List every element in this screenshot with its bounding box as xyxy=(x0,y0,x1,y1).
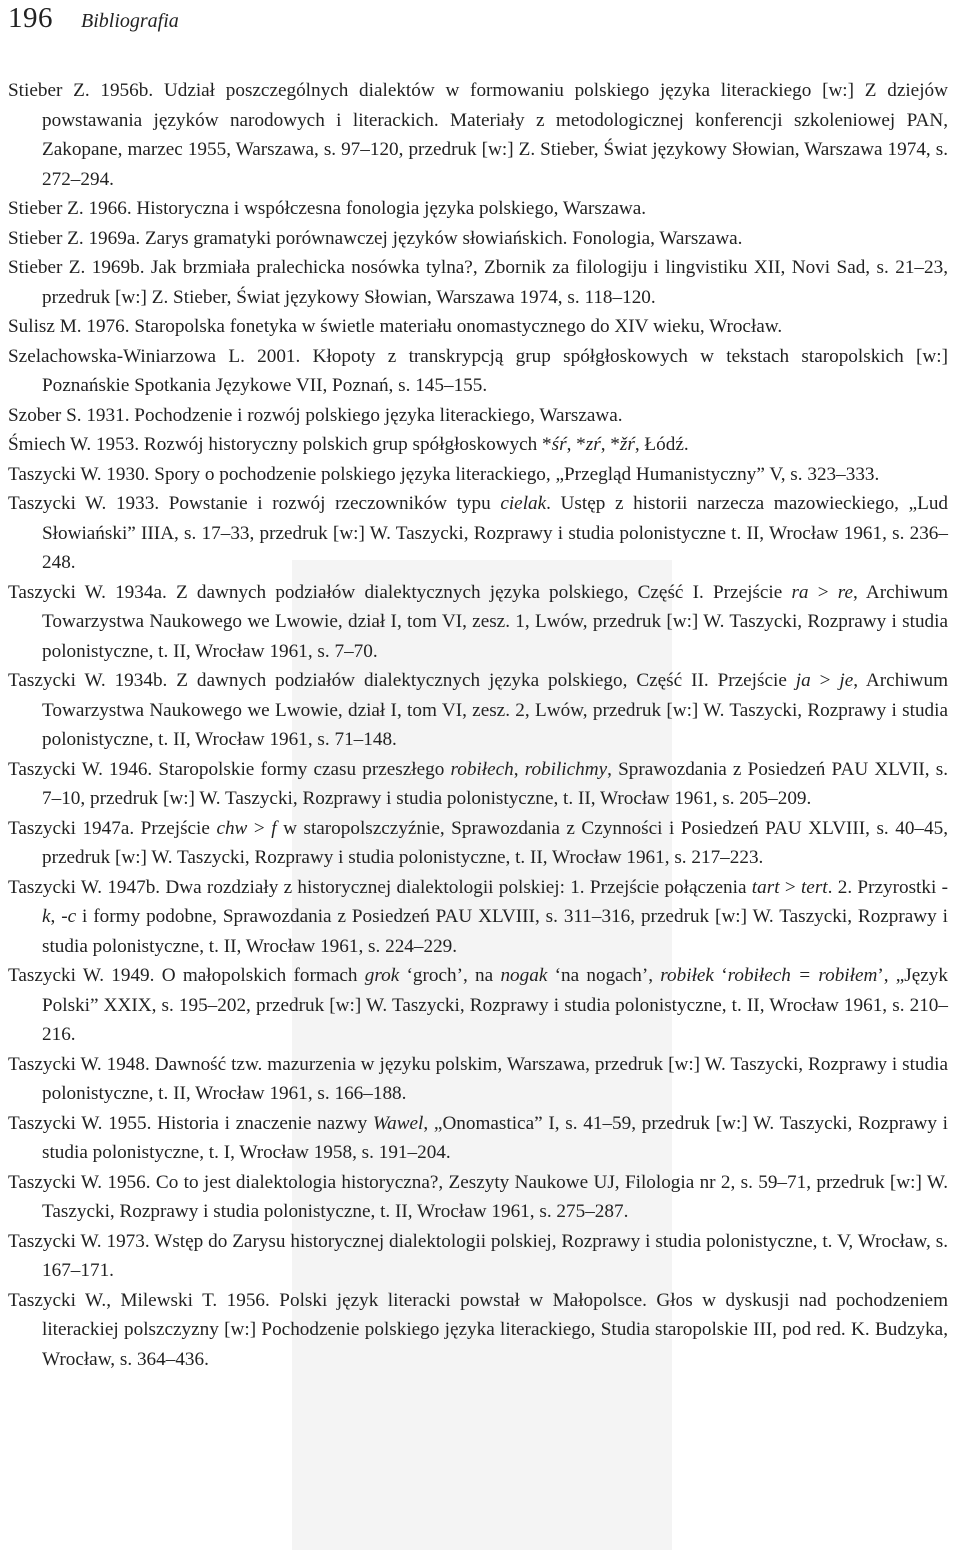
entry-text: Taszycki W. 1955. Historia i znaczenie nazwy xyxy=(8,1112,373,1134)
entry-italic-text: je xyxy=(839,670,854,691)
entry-italic-text: tart xyxy=(751,876,780,898)
entry-text: Stieber Z. 1966. Historyczna i współczesna fonologia języka polskiego, Warszawa. xyxy=(8,198,647,219)
entry-text: , Archiwum Towarzystwa Naukowego we Lwowie, dział I, tom VI, zesz. 1, Lwów, przedruk [w:] W. Taszycki, Rozprawy i studia polonistyczne, t. II, Wrocław 1961, s. 7–70. xyxy=(42,581,948,662)
entry-italic-text: ja xyxy=(795,670,811,691)
entry-text: . Ustęp z historii narzecza mazowieckiego, „Lud Słowiański” IIIA, s. 17–33, przedruk [w:] W. Taszycki, Rozprawy i studia polonistyczne t. II, Wrocław 1961, s. 236–248. xyxy=(42,493,949,573)
bibliography-entry xyxy=(8,460,948,490)
entry-text: Śmiech W. 1953. Rozwój historyczny polskich grup spółgłoskowych * xyxy=(8,434,552,455)
entry-italic-text: zŕ xyxy=(585,434,601,455)
entry-italic-text: f xyxy=(271,817,277,839)
entry-text: , xyxy=(513,758,525,780)
entry-text: Taszycki W. 1933. Powstanie i rozwój rzeczowników typu xyxy=(8,493,501,514)
entry-text: Stieber Z. 1969a. Zarys gramatyki porównawczej języków słowiańskich. Fonologia, Warszawa. xyxy=(8,227,743,249)
bibliography-entry xyxy=(8,578,948,667)
entry-text: . 2. Przyrostki xyxy=(827,876,942,898)
bibliography-entry xyxy=(8,1286,948,1375)
entry-text: Taszycki W. 1934b. Z dawnych podziałów dialektycznych języka polskiego, Część II. Przejście xyxy=(8,670,796,691)
bibliography-entry xyxy=(8,312,948,342)
entry-italic-text: śŕ xyxy=(551,434,567,455)
bibliography-entry xyxy=(8,961,948,1050)
entry-text: Sulisz M. 1976. Staropolska fonetyka w świetle materiału onomastycznego do XIV wieku, Wrocław. xyxy=(8,316,783,337)
page-number: 196 xyxy=(8,2,53,34)
entry-text: ‘ xyxy=(713,965,728,986)
entry-italic-text: -c xyxy=(61,906,77,927)
bibliography-list xyxy=(8,76,948,1374)
entry-text: w staropolszczyźnie, Sprawozdania z Czynności i Posiedzeń PAU XLVIII, s. 40–45, przedruk [w:] W. Taszycki, Rozprawy i studia polonistyczne, t. II, Wrocław 1961, s. 217–223. xyxy=(42,817,948,868)
entry-italic-text: ra xyxy=(791,581,809,603)
bibliography-entry xyxy=(8,76,948,194)
entry-text: Taszycki W. 1948. Dawność tzw. mazurzenia w języku polskim, Warszawa, przedruk [w:] W. Taszycki, Rozprawy i studia polonistyczne, t. II, Wrocław 1961, s. 166–188. xyxy=(8,1053,948,1104)
bibliography-entry xyxy=(8,1168,948,1227)
entry-text: ‘groch’, na xyxy=(399,965,501,986)
entry-text: Szober S. 1931. Pochodzenie i rozwój polskiego języka literackiego, Warszawa. xyxy=(8,404,623,426)
bibliography-entry xyxy=(8,401,948,431)
bibliography-entry xyxy=(8,224,948,254)
bibliography-entry xyxy=(8,1227,948,1286)
entry-text: Szelachowska-Winiarzowa L. 2001. Kłopoty z transkrypcją grup spółgłoskowych w tekstach staropolskich [w:] Poznańskie Spotkania Językowe VII, Poznań, s. 145–155. xyxy=(8,345,948,396)
entry-text: > xyxy=(810,670,840,691)
entry-text: Taszycki 1947a. Przejście xyxy=(8,817,217,839)
bibliography-entry xyxy=(8,1109,948,1168)
entry-text: Taszycki W. 1973. Wstęp do Zarysu historycznej dialektologii polskiej, Rozprawy i studia polonistyczne, t. V, Wrocław, s. 167–171. xyxy=(8,1230,948,1281)
running-title: Bibliografia xyxy=(81,10,179,32)
entry-text: Taszycki W. 1934a. Z dawnych podziałów dialektycznych języka polskiego, Część I. Przejście xyxy=(8,581,792,603)
entry-text: , * xyxy=(566,434,586,455)
entry-italic-text: robiłech = robiłem xyxy=(727,965,878,986)
entry-italic-text: grok xyxy=(364,965,400,986)
entry-italic-text: robiłech xyxy=(450,758,514,780)
entry-italic-text: chw xyxy=(216,817,248,839)
entry-italic-text: cielak xyxy=(500,493,547,514)
bibliography-entry xyxy=(8,253,948,312)
entry-italic-text: tert xyxy=(800,876,828,898)
entry-italic-text: re xyxy=(837,581,853,603)
entry-text: , * xyxy=(600,434,620,455)
entry-text: , Sprawozdania z Posiedzeń PAU XLVII, s. 7–10, przedruk [w:] W. Taszycki, Rozprawy i studia polonistyczne, t. II, Wrocław 1961, s. 205–209. xyxy=(42,758,949,809)
entry-text: Taszycki W. 1947b. Dwa rozdziały z historycznej dialektologii polskiej: 1. Przejście połączenia xyxy=(8,876,752,898)
entry-text: ‘na nogach’, xyxy=(547,965,661,986)
entry-italic-text: nogak xyxy=(500,965,548,986)
bibliography-entry xyxy=(8,489,948,578)
entry-text: Taszycki W., Milewski T. 1956. Polski język literacki powstał w Małopolsce. Głos w dyskusji nad pochodzeniem literackiej polszczyzny [w:] Pochodzenie polskiego języka literackiego, Studia staropolskie III, pod red. K. Budzyka, Wrocław, s. 364–436. xyxy=(8,1289,948,1370)
entry-text: Stieber Z. 1969b. Jak brzmiała pralechicka nosówka tylna?, Zbornik za filologiju i lingvistiku XII, Novi Sad, s. 21–23, przedruk [w:] Z. Stieber, Świat językowy Słowian, Warszawa 1974, s. 118–120. xyxy=(8,257,948,308)
entry-italic-text: žŕ xyxy=(619,434,635,455)
entry-text: > xyxy=(808,581,838,603)
entry-text: Taszycki W. 1949. O małopolskich formach xyxy=(8,965,365,986)
entry-italic-text: robiłek xyxy=(660,965,714,986)
entry-text: Taszycki W. 1956. Co to jest dialektologia historyczna?, Zeszyty Naukowe UJ, Filologia nr 2, s. 59–71, przedruk [w:] W. Taszycki, Rozprawy i studia polonistyczne, t. II, Wrocław 1961, s. 275–287. xyxy=(8,1171,948,1222)
bibliography-entry xyxy=(8,1050,948,1109)
entry-italic-text: -k xyxy=(42,876,948,927)
entry-text: > xyxy=(779,876,801,898)
entry-italic-text: Wawel xyxy=(372,1112,424,1134)
entry-text: ’, „Język Polski” XXIX, s. 195–202, przedruk [w:] W. Taszycki, Rozprawy i studia polonistyczne, t. II, Wrocław 1961, s. 210–216. xyxy=(42,965,948,1045)
bibliography-entry xyxy=(8,666,948,755)
entry-text: , xyxy=(50,906,62,927)
entry-text: i formy podobne, Sprawozdania z Posiedzeń PAU XLVIII, s. 311–316, przedruk [w:] W. Taszycki, Rozprawy i studia polonistyczne, t. II, Wrocław 1961, s. 224–229. xyxy=(42,906,948,957)
entry-text: Taszycki W. 1930. Spory o pochodzenie polskiego języka literackiego, „Przegląd Humanistyczny” V, s. 323–333. xyxy=(8,463,880,485)
entry-italic-text: robilichmy xyxy=(524,758,608,780)
bibliography-entry xyxy=(8,430,948,460)
entry-text: Stieber Z. 1956b. Udział poszczególnych dialektów w formowaniu polskiego języka literackiego [w:] Z dziejów powstawania języków narodowych i literackich. Materiały z metodologicznej konferencji szkoleniowej PAN, Zakopane, marzec 1955, Warszawa, s. 97–120, przedruk [w:] Z. Stieber, Świat językowy Słowian, Warszawa 1974, s. 272–294. xyxy=(8,80,948,190)
entry-text: , Archiwum Towarzystwa Naukowego we Lwowie, dział I, tom VI, zesz. 2, Lwów, przedruk [w:] W. Taszycki, Rozprawy i studia polonistyczne, t. II, Wrocław 1961, s. 71–148. xyxy=(42,670,948,750)
page-header xyxy=(8,0,948,42)
entry-text: > xyxy=(247,817,272,839)
bibliography-entry xyxy=(8,814,948,873)
entry-text: , Łódź. xyxy=(634,434,689,455)
bibliography-entry xyxy=(8,755,948,814)
bibliography-entry xyxy=(8,342,948,401)
bibliography-entry xyxy=(8,194,948,224)
entry-text: Taszycki W. 1946. Staropolskie formy czasu przeszłego xyxy=(8,758,451,780)
entry-text: , „Onomastica” I, s. 41–59, przedruk [w:] W. Taszycki, Rozprawy i studia polonistyczne, t. I, Wrocław 1958, s. 191–204. xyxy=(42,1112,948,1163)
bibliography-entry xyxy=(8,873,948,962)
